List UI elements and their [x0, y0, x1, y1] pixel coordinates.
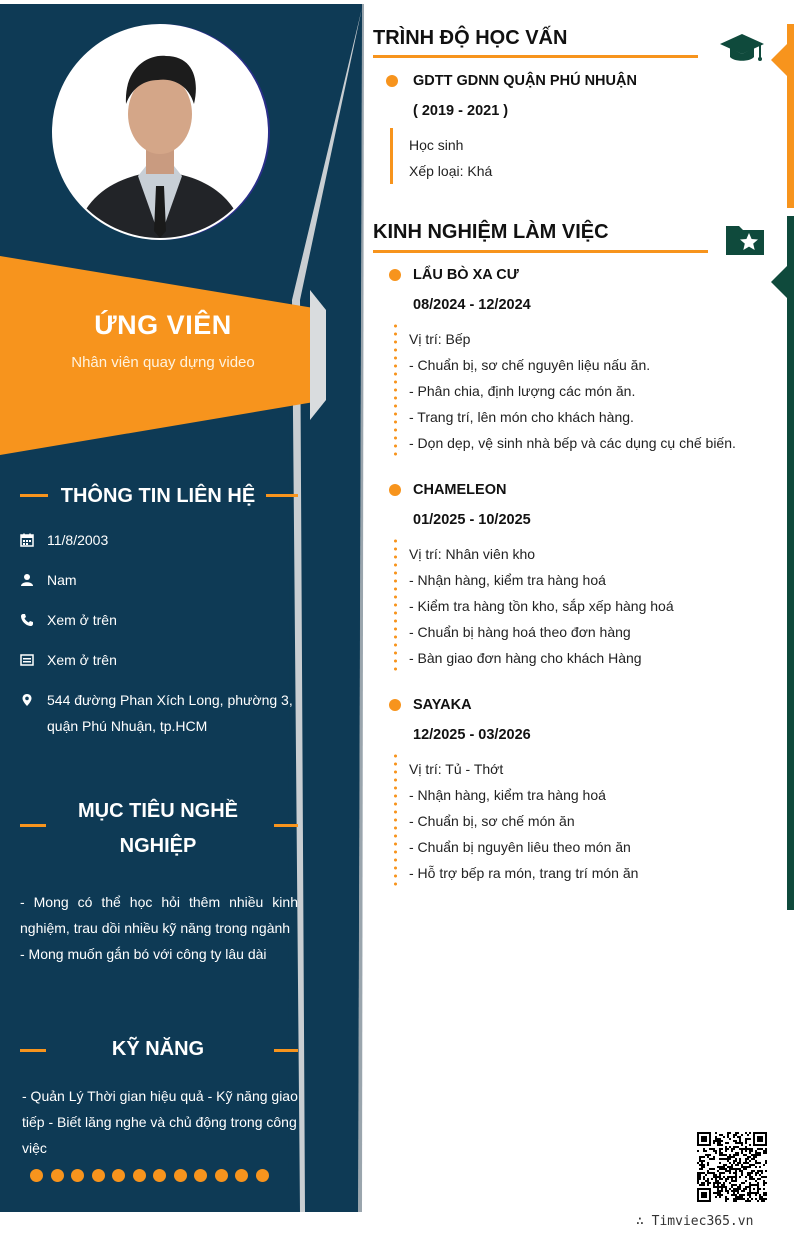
skill-dot [235, 1169, 248, 1182]
job-period: 08/2024 - 12/2024 [413, 297, 531, 313]
contact-phone: Xem ở trên [47, 612, 117, 628]
qr-code [697, 1132, 767, 1202]
skill-dot [92, 1169, 105, 1182]
contact-address-line2: quận Phú Nhuận, tp.HCM [47, 718, 208, 734]
job-company: CHAMELEON [413, 482, 507, 498]
location-icon [20, 693, 34, 707]
job-bullet [389, 269, 401, 281]
job-timeline-dots [394, 752, 397, 888]
job-detail-line: - Chuẩn bị nguyên liêu theo món ăn [409, 839, 631, 855]
skill-dot [174, 1169, 187, 1182]
job-detail-line: - Dọn dẹp, vệ sinh nhà bếp và các dụng cụ chế biến. [409, 435, 736, 451]
job-detail-line: Vị trí: Bếp [409, 331, 471, 347]
section-dash-left [20, 494, 48, 497]
skill-dot [112, 1169, 125, 1182]
job-detail-line: - Nhận hàng, kiểm tra hàng hoá [409, 787, 606, 803]
skill-dot [256, 1169, 269, 1182]
education-period: ( 2019 - 2021 ) [413, 103, 509, 119]
candidate-photo [52, 24, 268, 240]
graduation-cap-icon [720, 32, 764, 69]
user-icon [20, 573, 34, 587]
candidate-name: ỨNG VIÊN [94, 310, 232, 340]
job-detail-line: - Chuẩn bị hàng hoá theo đơn hàng [409, 624, 631, 640]
job-detail-line: - Bàn giao đơn hàng cho khách Hàng [409, 650, 642, 666]
contact-address-line1: 544 đường Phan Xích Long, phường 3, [47, 692, 293, 708]
skill-dot [51, 1169, 64, 1182]
job-detail-line: - Hỗ trợ bếp ra món, trang trí món ăn [409, 865, 639, 881]
objective-line2: nghiệm, trau dồi nhiều kỹ năng trong ngành [20, 920, 291, 936]
job-detail-line: - Kiểm tra hàng tồn kho, sắp xếp hàng hoá [409, 598, 674, 614]
section-dash-right [266, 494, 298, 497]
job-company: LẨU BÒ XA CƯ [413, 267, 519, 283]
contact-gender: Nam [47, 572, 77, 588]
objective-title-line1: MỤC TIÊU NGHỀ [78, 800, 238, 822]
education-role: Học sinh [409, 137, 464, 153]
phone-icon [20, 613, 34, 627]
skills-line1: - Quản Lý Thời gian hiệu quả - Kỹ năng giao [22, 1088, 298, 1104]
section-dash-right [274, 824, 298, 827]
skills-line2: tiếp - Biết lăng nghe và chủ động trong công [22, 1114, 297, 1130]
folder-star-icon [725, 222, 765, 261]
skill-dot [30, 1169, 43, 1182]
skills-section-title: KỸ NĂNG [111, 1038, 205, 1060]
objective-section-title [58, 794, 258, 864]
job-detail-line: - Nhận hàng, kiểm tra hàng hoá [409, 572, 606, 588]
job-timeline-dots [394, 537, 397, 673]
education-section-title: TRÌNH ĐỘ HỌC VẤN [373, 27, 568, 49]
skill-dot [215, 1169, 228, 1182]
education-bullet [386, 75, 398, 87]
skills-line3: việc [22, 1140, 47, 1156]
skill-dot [133, 1169, 146, 1182]
education-school: GDTT GDNN QUẬN PHÚ NHUẬN [413, 73, 637, 89]
education-timeline-bar [390, 128, 393, 184]
experience-section-title: KINH NGHIỆM LÀM VIỆC [373, 221, 609, 243]
job-detail-line: Vị trí: Tủ - Thớt [409, 761, 504, 777]
skill-dot [194, 1169, 207, 1182]
candidate-job-title: Nhân viên quay dựng video [71, 354, 255, 371]
skill-rating-dots [30, 1169, 269, 1182]
objective-line1: - Mong có thể học hỏi thêm nhiều kinh [20, 894, 298, 910]
job-period: 01/2025 - 10/2025 [413, 512, 531, 528]
job-detail-line: Vị trí: Nhân viên kho [409, 546, 536, 562]
contact-birthdate: 11/8/2003 [47, 532, 109, 548]
footer-brand: ∴ Timviec365.vn [636, 1214, 754, 1229]
email-icon [20, 653, 34, 667]
experience-title-underline [373, 250, 708, 253]
calendar-icon [20, 533, 34, 547]
job-detail-line: - Chuẩn bị, sơ chế món ăn [409, 813, 575, 829]
portrait-image [54, 26, 266, 238]
section-dash-left [20, 1049, 46, 1052]
job-timeline-dots [394, 322, 397, 458]
contact-section-title: THÔNG TIN LIÊN HỆ [60, 485, 256, 507]
contact-email: Xem ở trên [47, 652, 117, 668]
job-period: 12/2025 - 03/2026 [413, 727, 531, 743]
job-bullet [389, 484, 401, 496]
skill-dot [153, 1169, 166, 1182]
job-company: SAYAKA [413, 697, 472, 713]
education-title-underline [373, 55, 698, 58]
education-grade: Xếp loại: Khá [409, 163, 493, 179]
objective-title-line2: NGHIỆP [119, 835, 197, 857]
job-detail-line: - Phân chia, định lượng các món ăn. [409, 383, 636, 399]
job-detail-line: - Chuẩn bị, sơ chế nguyên liệu nấu ăn. [409, 357, 651, 373]
job-detail-line: - Trang trí, lên món cho khách hàng. [409, 409, 634, 425]
objective-line3: - Mong muốn gắn bó với công ty lâu dài [20, 946, 267, 962]
job-bullet [389, 699, 401, 711]
section-dash-right [274, 1049, 298, 1052]
skill-dot [71, 1169, 84, 1182]
section-dash-left [20, 824, 46, 827]
